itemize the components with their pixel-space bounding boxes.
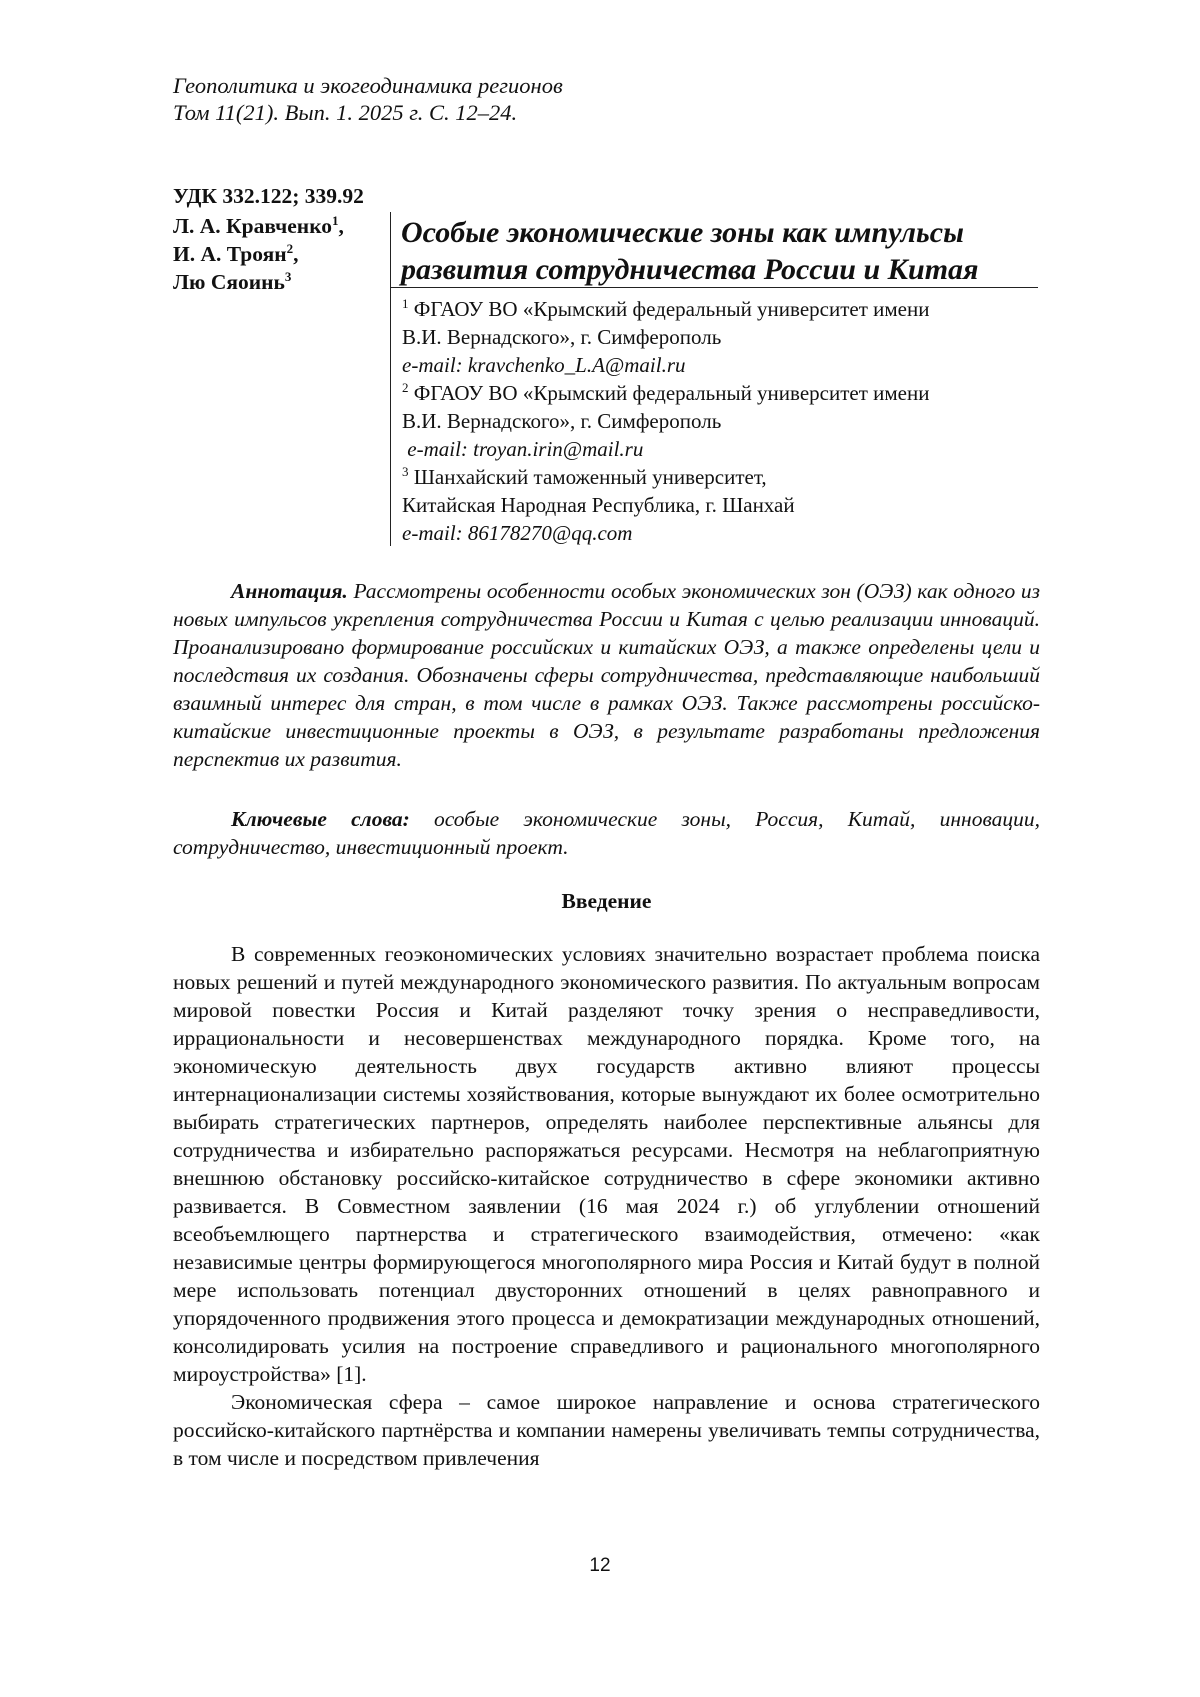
- horizontal-divider: [390, 287, 1038, 288]
- page-number: 12: [589, 1555, 611, 1576]
- affiliation-org: $^2$ ФГАОУ ВО «Крымский федеральный университет имени: [402, 380, 930, 405]
- author: И. А. Троян$^2$,: [173, 241, 299, 266]
- affiliation-email: e-mail: troyan.irin@mail.ru: [402, 437, 644, 461]
- author: Л. А. Кравченко$^1$,: [173, 213, 344, 238]
- journal-header: [173, 72, 563, 126]
- affiliation-org: Китайская Народная Республика, г. Шанхай: [402, 493, 795, 517]
- affiliation-org: В.И. Вернадского», г. Симферополь: [402, 325, 722, 349]
- keywords-text: особые экономические зоны, Россия, Китай, инновации, сотрудничество, инвестиционный проект.: [173, 807, 1041, 859]
- title-line: развития сотрудничества России и Китая: [401, 253, 979, 286]
- paragraph: В современных геоэкономических условиях значительно возрастает проблема поиска новых решений и путей международного экономического развития. По актуальным вопросам мировой повестки Россия и Китай разделяют точку зрения о несправедливости, иррациональности и несовершенствах международного порядка. Кроме того, на экономическую деятельность двух государств активно влияют процессы интернационализации системы хозяйствования, которые вынуждают их более осмотрительно выбирать стратегических партнеров, определять наиболее перспективные альянсы для сотрудничества и избирательно распоряжаться ресурсами. Несмотря на неблагоприятную внешнюю обстановку российско-китайское сотрудничество в сфере экономики активно развивается. В Совместном заявлении (16 мая 2024 г.) об углублении отношений всеобъемлющего партнерства и стратегического взаимодействия, отмечено: «как независимые центры формирующегося многополярного мира Россия и Китай будут в полной мере использовать потенциал двусторонних отношений в целях равноправного и упорядоченного продвижения этого процесса и демократизации международных отношений, консолидировать усилия на построение справедливого и рационального многополярного мироустройства» [1].: [173, 942, 1040, 1386]
- introduction-body: [173, 940, 1040, 1472]
- abstract-text: Рассмотрены особенности особых экономических зон (ОЭЗ) как одного из новых импульсов укрепления сотрудничества России и Китая с целью реализации инноваций. Проанализировано формирование российских и китайских ОЭЗ, а также определены цели и последствия их создания. Обозначены сферы сотрудничества, представляющие наибольший взаимный интерес для стран, в том числе в рамках ОЭЗ. Также рассмотрены российско-китайские инвестиционные проекты в ОЭЗ, в результате разработаны предложения перспектив их развития.: [173, 579, 1040, 771]
- keywords-label: Ключевые слова:: [231, 807, 410, 831]
- article-title: [401, 214, 1041, 288]
- journal-name: Геополитика и экогеодинамика регионов: [173, 73, 563, 98]
- affiliation-email: e-mail: 86178270@qq.com: [402, 521, 633, 545]
- author: Лю Сяоинь$^3$: [173, 269, 292, 294]
- udk-code: УДК 332.122; 339.92: [173, 184, 364, 208]
- author-list: [173, 212, 344, 296]
- paragraph: Экономическая сфера – самое широкое направление и основа стратегического российско-китайского партнёрства и компании намерены увеличивать темпы сотрудничества, в том числе и посредством привлечения: [173, 1390, 1040, 1470]
- affiliation-email: e-mail: kravchenko_L.A@mail.ru: [402, 353, 686, 377]
- abstract-label: Аннотация.: [231, 579, 348, 603]
- vertical-divider: [390, 212, 391, 546]
- journal-issue: Том 11(21). Вып. 1. 2025 г. С. 12–24.: [173, 100, 518, 125]
- affiliation-org: $^3$ Шанхайский таможенный университет,: [402, 464, 767, 489]
- title-line: Особые экономические зоны как импульсы: [401, 216, 964, 249]
- abstract: [173, 577, 1040, 773]
- affiliation-org: $^1$ ФГАОУ ВО «Крымский федеральный университет имени: [402, 296, 930, 321]
- affiliation-org: В.И. Вернадского», г. Симферополь: [402, 409, 722, 433]
- section-heading: Введение: [561, 889, 652, 913]
- affiliations: [402, 295, 1042, 547]
- keywords: [173, 805, 1040, 861]
